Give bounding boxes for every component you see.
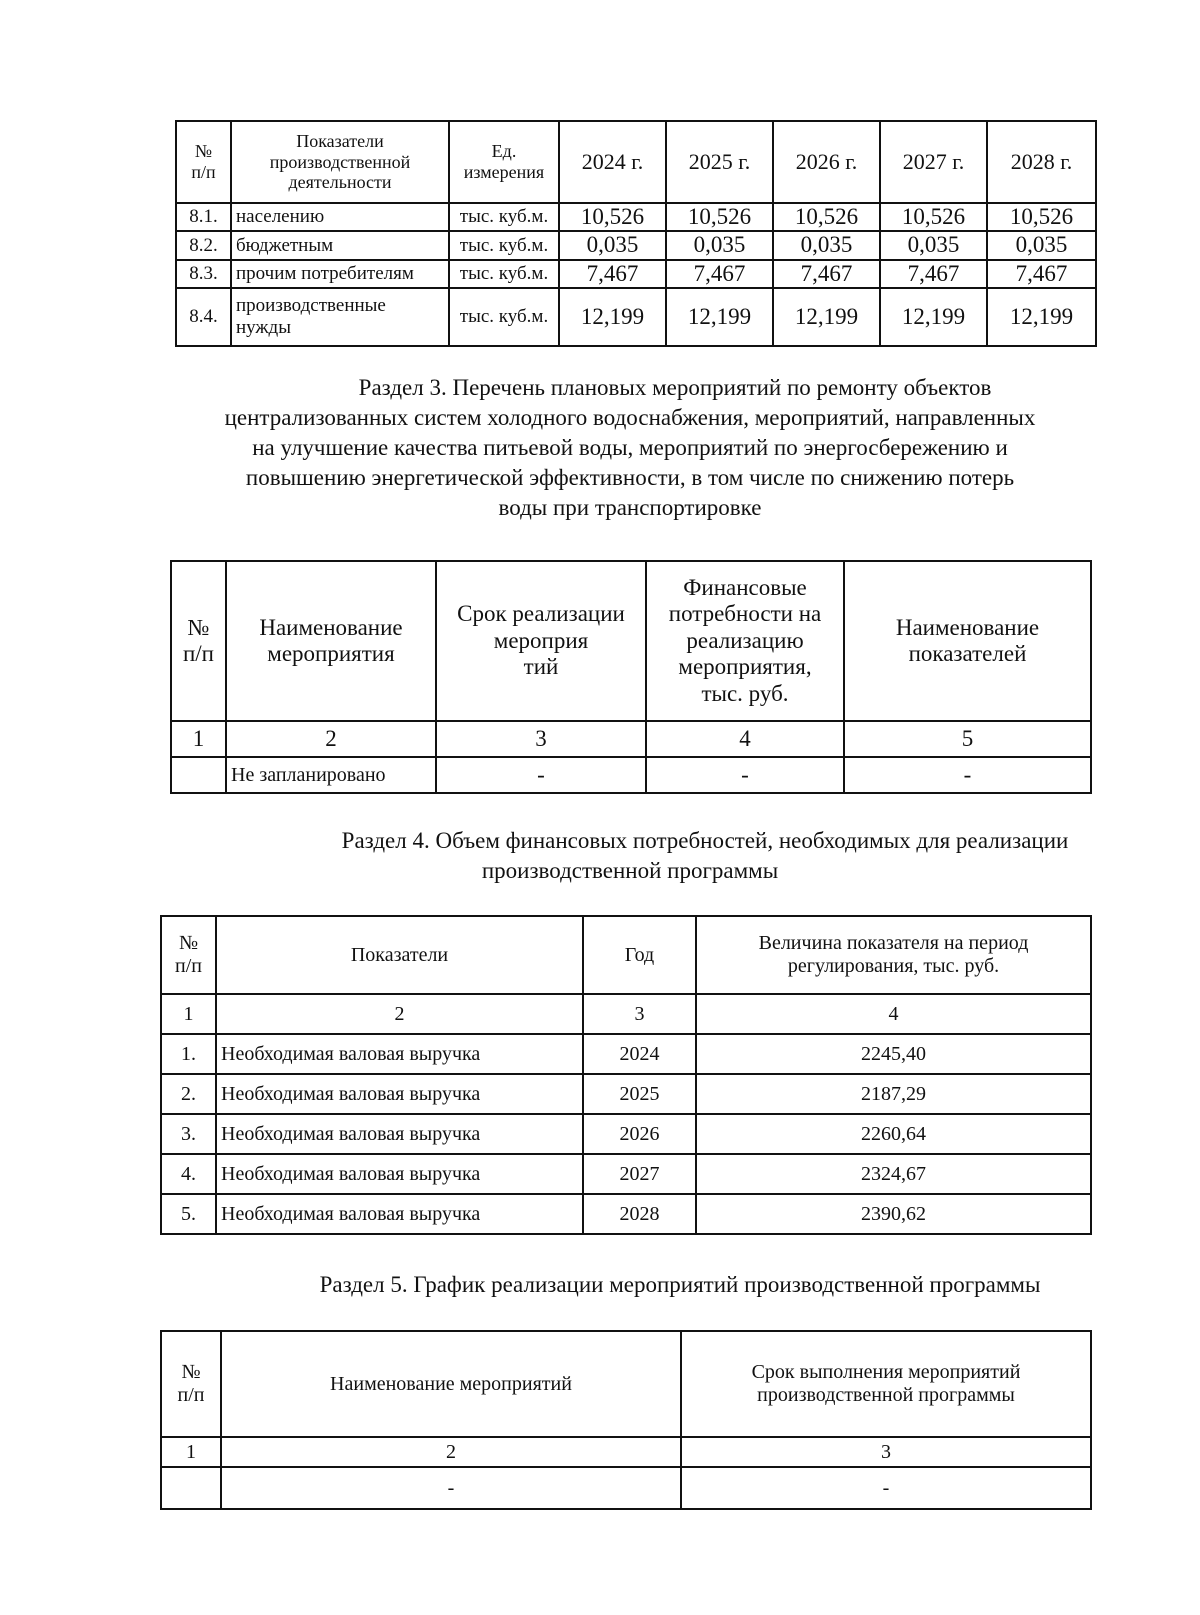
table-row [161, 1194, 1091, 1234]
row-name: прочим потребителям [231, 260, 449, 288]
measure-name: Не запланировано [226, 757, 436, 793]
row-value: 2390,62 [696, 1194, 1091, 1234]
table-header-row [161, 916, 1091, 994]
table-row [161, 1114, 1091, 1154]
row-number: 3. [161, 1114, 216, 1154]
column-number: 5 [844, 721, 1091, 757]
column-number: 4 [696, 994, 1091, 1034]
column-number: 1 [161, 1437, 221, 1467]
value-cell: 0,035 [987, 231, 1096, 259]
header-cell: Наименование показателей [844, 561, 1091, 721]
row-number: 4. [161, 1154, 216, 1194]
header-cell: Финансовые потребности на реализацию мероприятия, тыс. руб. [646, 561, 844, 721]
row-unit: тыс. куб.м. [449, 231, 559, 259]
value-cell: 7,467 [987, 260, 1096, 288]
row-number: 1. [161, 1034, 216, 1074]
table-row [176, 288, 1096, 346]
production-indicators-table [175, 120, 1097, 347]
row-name: бюджетным [231, 231, 449, 259]
table-row [176, 231, 1096, 259]
column-number: 2 [216, 994, 583, 1034]
measure-deadline: - [436, 757, 646, 793]
column-number: 4 [646, 721, 844, 757]
header-cell: № п/п [161, 916, 216, 994]
header-cell: 2027 г. [880, 121, 987, 203]
row-number [161, 1467, 221, 1509]
schedule-deadline: - [681, 1467, 1091, 1509]
row-name: Необходимая валовая выручка [216, 1194, 583, 1234]
value-cell: 7,467 [666, 260, 773, 288]
row-year: 2025 [583, 1074, 696, 1114]
row-name: населению [231, 203, 449, 231]
row-value: 2187,29 [696, 1074, 1091, 1114]
row-name: Необходимая валовая выручка [216, 1074, 583, 1114]
header-cell: № п/п [161, 1331, 221, 1437]
header-cell: Показатели [216, 916, 583, 994]
column-number: 3 [681, 1437, 1091, 1467]
value-cell: 10,526 [666, 203, 773, 231]
header-cell: Наименование мероприятий [221, 1331, 681, 1437]
value-cell: 0,035 [666, 231, 773, 259]
value-cell: 0,035 [559, 231, 666, 259]
value-cell: 10,526 [559, 203, 666, 231]
row-year: 2027 [583, 1154, 696, 1194]
column-number: 2 [221, 1437, 681, 1467]
table-header-row [176, 121, 1096, 203]
table-row [176, 203, 1096, 231]
planned-measures-table [170, 560, 1092, 794]
row-value: 2324,67 [696, 1154, 1091, 1194]
row-number: 8.3. [176, 260, 231, 288]
header-cell: Срок выполнения мероприятий производственной программы [681, 1331, 1091, 1437]
header-cell: Величина показателя на период регулирования, тыс. руб. [696, 916, 1091, 994]
row-year: 2024 [583, 1034, 696, 1074]
value-cell: 12,199 [666, 288, 773, 346]
column-number-row [161, 1437, 1091, 1467]
header-cell: 2024 г. [559, 121, 666, 203]
row-unit: тыс. куб.м. [449, 260, 559, 288]
header-cell: Показатели производственной деятельности [231, 121, 449, 203]
row-number: 8.4. [176, 288, 231, 346]
column-number: 2 [226, 721, 436, 757]
value-cell: 10,526 [773, 203, 880, 231]
column-number: 3 [583, 994, 696, 1034]
table-row [161, 1034, 1091, 1074]
row-number: 5. [161, 1194, 216, 1234]
value-cell: 10,526 [880, 203, 987, 231]
header-cell: № п/п [171, 561, 226, 721]
header-cell: Ед. измерения [449, 121, 559, 203]
schedule-table [160, 1330, 1092, 1510]
measure-indicator: - [844, 757, 1091, 793]
value-cell: 7,467 [773, 260, 880, 288]
table-header-row [171, 561, 1091, 721]
value-cell: 12,199 [773, 288, 880, 346]
row-value: 2260,64 [696, 1114, 1091, 1154]
row-year: 2026 [583, 1114, 696, 1154]
row-unit: тыс. куб.м. [449, 203, 559, 231]
row-value: 2245,40 [696, 1034, 1091, 1074]
column-number-row [161, 994, 1091, 1034]
section3-title: Раздел 3. Перечень плановых мероприятий по ремонту объектов централизованных систем холодного водоснабжения, мероприятий, направленных на улучшение качества питьевой воды, мероприятий по энергосбережению и повышению энергетической эффективности, в том числе по снижению потерь воды при транспортировке [224, 375, 1036, 520]
value-cell: 7,467 [880, 260, 987, 288]
column-number-row [171, 721, 1091, 757]
header-cell: Наименование мероприятия [226, 561, 436, 721]
header-cell: № п/п [176, 121, 231, 203]
header-cell: 2028 г. [987, 121, 1096, 203]
row-name: Необходимая валовая выручка [216, 1114, 583, 1154]
header-cell: Год [583, 916, 696, 994]
row-name: производственные нужды [231, 288, 449, 346]
section5-title: Раздел 5. График реализации мероприятий производственной программы [319, 1272, 1041, 1297]
row-number: 8.2. [176, 231, 231, 259]
table-row [161, 1074, 1091, 1114]
column-number: 1 [161, 994, 216, 1034]
column-number: 1 [171, 721, 226, 757]
value-cell: 12,199 [559, 288, 666, 346]
value-cell: 0,035 [880, 231, 987, 259]
table-row [176, 260, 1096, 288]
value-cell: 7,467 [559, 260, 666, 288]
row-number [171, 757, 226, 793]
row-year: 2028 [583, 1194, 696, 1234]
value-cell: 10,526 [987, 203, 1096, 231]
row-number: 2. [161, 1074, 216, 1114]
table-row [161, 1467, 1091, 1509]
table-row [171, 757, 1091, 793]
value-cell: 12,199 [987, 288, 1096, 346]
section4-title: Раздел 4. Объем финансовых потребностей, необходимых для реализации производственной программы [341, 828, 1069, 883]
header-cell: 2026 г. [773, 121, 880, 203]
table-row [161, 1154, 1091, 1194]
row-unit: тыс. куб.м. [449, 288, 559, 346]
header-cell: 2025 г. [666, 121, 773, 203]
column-number: 3 [436, 721, 646, 757]
row-number: 8.1. [176, 203, 231, 231]
row-name: Необходимая валовая выручка [216, 1034, 583, 1074]
schedule-measure: - [221, 1467, 681, 1509]
value-cell: 12,199 [880, 288, 987, 346]
financial-needs-table [160, 915, 1092, 1235]
row-name: Необходимая валовая выручка [216, 1154, 583, 1194]
value-cell: 0,035 [773, 231, 880, 259]
table-header-row [161, 1331, 1091, 1437]
measure-financing: - [646, 757, 844, 793]
header-cell: Срок реализации мероприя тий [436, 561, 646, 721]
